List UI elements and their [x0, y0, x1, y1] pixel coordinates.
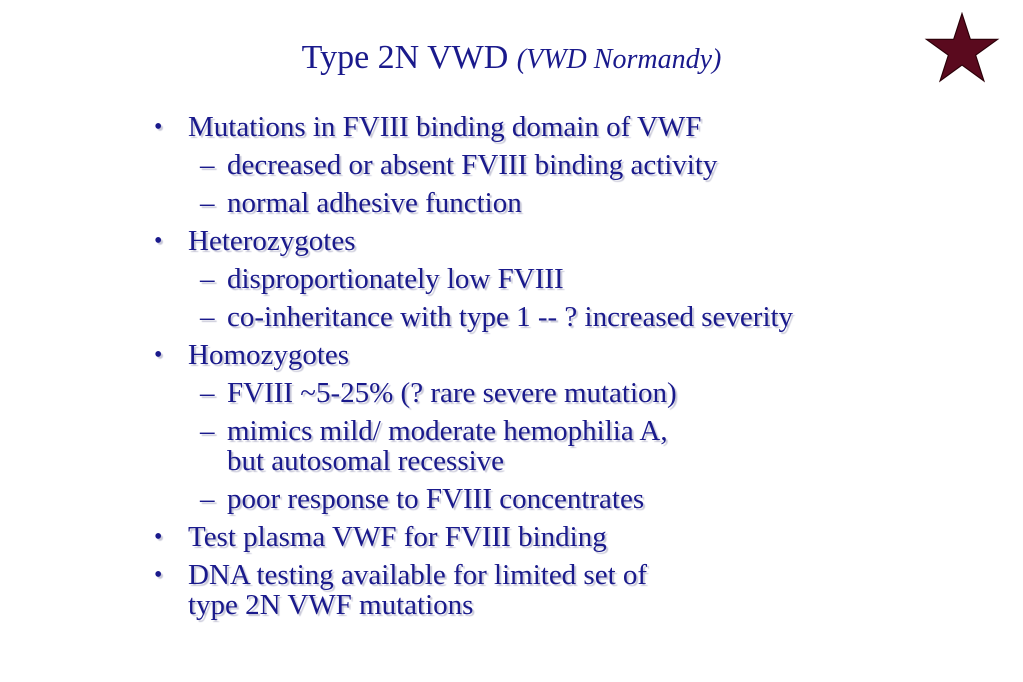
- sub-bullet-item: [150, 378, 970, 408]
- dash-marker: –: [200, 301, 215, 333]
- bullet-text: FVIII ~5-25% (? rare severe mutation): [227, 377, 677, 409]
- slide-title: [0, 38, 1023, 80]
- bullet-marker: •: [154, 562, 163, 588]
- bullet-text: poor response to FVIII concentrates: [227, 483, 645, 515]
- bullet-item: [150, 522, 970, 552]
- bullet-item: [150, 226, 970, 256]
- sub-bullet-item: [150, 416, 970, 476]
- bullet-text: co-inheritance with type 1 -- ? increased severity: [227, 301, 794, 333]
- bullet-text: Homozygotes: [188, 339, 350, 371]
- bullet-list: [150, 112, 970, 628]
- bullet-item: [150, 560, 970, 620]
- bullet-text: normal adhesive function: [227, 187, 522, 219]
- dash-marker: –: [200, 377, 215, 409]
- sub-bullet-item: [150, 302, 970, 332]
- bullet-item: [150, 340, 970, 370]
- bullet-marker: •: [154, 114, 163, 140]
- dash-marker: –: [200, 415, 215, 447]
- sub-bullet-item: [150, 264, 970, 294]
- sub-bullet-item: [150, 484, 970, 514]
- bullet-text: Heterozygotes: [188, 225, 356, 257]
- sub-bullet-item: [150, 150, 970, 180]
- bullet-text: disproportionately low FVIII: [227, 263, 564, 295]
- bullet-item: [150, 112, 970, 142]
- dash-marker: –: [200, 263, 215, 295]
- bullet-marker: •: [154, 342, 163, 368]
- dash-marker: –: [200, 187, 215, 219]
- star-icon: [924, 12, 1000, 84]
- bullet-text: mimics mild/ moderate hemophilia A, but autosomal recessive: [227, 415, 668, 477]
- bullet-marker: •: [154, 524, 163, 550]
- bullet-marker: •: [154, 228, 163, 254]
- star-shape: [926, 14, 997, 81]
- bullet-text: decreased or absent FVIII binding activity: [227, 149, 718, 181]
- bullet-text: DNA testing available for limited set of type 2N VWF mutations: [188, 559, 648, 621]
- title-subtitle: (VWD Normandy): [516, 44, 722, 75]
- bullet-text: Test plasma VWF for FVIII binding: [188, 521, 607, 553]
- bullet-text: Mutations in FVIII binding domain of VWF: [188, 111, 702, 143]
- dash-marker: –: [200, 483, 215, 515]
- sub-bullet-item: [150, 188, 970, 218]
- dash-marker: –: [200, 149, 215, 181]
- title-main: Type 2N VWD: [301, 39, 509, 76]
